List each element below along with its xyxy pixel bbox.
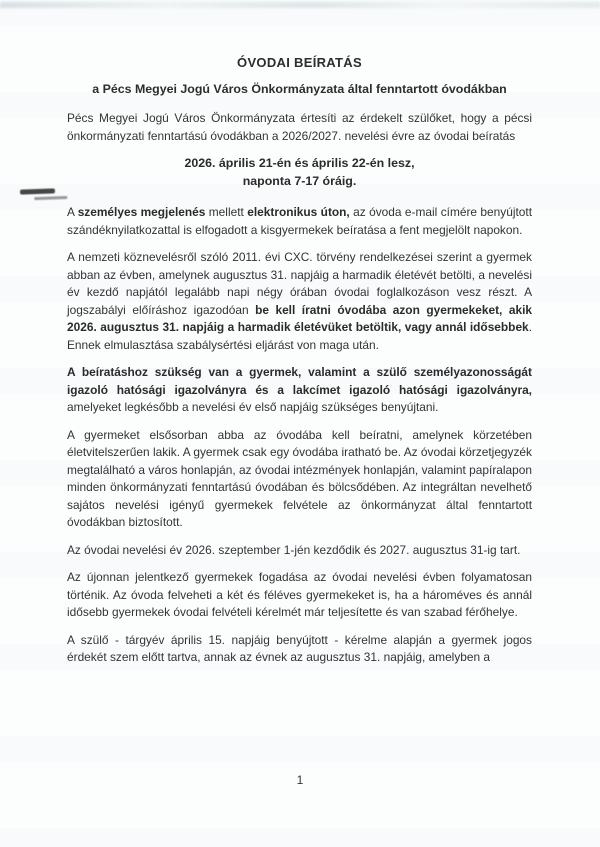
scan-artifact-top-band <box>0 2 600 8</box>
legal-obligation-paragraph: A nemzeti köznevelésről szóló 2011. évi CXC. törvény rendelkezései szerint a gyermek abban az évben, amelynek augusztus 31. napjáig a harmadik életévét betölti, a nevelési év kezdő napjától legalább napi négy órában óvodai foglalkozáson vesz részt. A jogszabályi előíráshoz igazodóan be kell íratni óvodába azon gyermekeket, akik 2026. augusztus 31. napjáig a harmadik életévüket betöltik, vagy annál idősebbek. Ennek elmulasztása szabálysértési eljárást von maga után. <box>67 250 532 352</box>
required-documents-paragraph: A beíratáshoz szükség van a gyermek, valamint a szülő személyazonosságát igazoló hatósági igazolványra és a lakcímet igazoló hatósági igazolványra, amelyeket legkésőbb a nevelési év első napjáig szükséges benyújtani. <box>67 365 532 414</box>
page-number: 1 <box>296 773 304 787</box>
enrollment-dates: 2026. április 21-én és április 22-én lesz, naponta 7-17 óráig. <box>184 156 415 188</box>
scan-artifact-ink-smudge <box>20 188 55 194</box>
intro-paragraph: Pécs Megyei Jogú Város Önkormányzata értesíti az érdekelt szülőket, hogy a pécsi önkormányzati fenntartású óvodákban a 2026/2027. nevelési évre az óvodai beíratás <box>67 111 532 143</box>
paragraph-list <box>67 110 532 667</box>
parent-request-paragraph: A szülő - tárgyév április 15. napjáig benyújtott - kérelme alapján a gyermek jogos érdekét szem előtt tartva, annak az évnek az augusztus 31. napjáig, amelyben a <box>67 632 532 664</box>
document-subtitle: a Pécs Megyei Jogú Város Önkormányzata által fenntartott óvodákban <box>92 82 507 96</box>
continuous-admission-paragraph: Az újonnan jelentkező gyermekek fogadása az óvodai nevelési évben folyamatosan történik. Az óvoda felveheti a két és féléves gyermekeket is, ha a hároméves és annál idősebb gyermekek óvodai felvételi kérelmét már teljesítette és van szabad férőhelye. <box>67 570 532 619</box>
document-body <box>67 55 532 677</box>
submission-methods-paragraph: A személyes megjelenés mellett elektronikus úton, az óvoda e-mail címére benyújtott szándéknyilatkozattal is elfogadott a kisgyermekek beíratása a fent megjelölt napokon. <box>67 205 533 237</box>
school-year-paragraph: Az óvodai nevelési év 2026. szeptember 1-jén kezdődik és 2027. augusztus 31-ig tart. <box>67 542 521 557</box>
district-enrollment-paragraph: A gyermeket elsősorban abba az óvodába kell beíratni, amelynek körzetében életvitelszerűen lakik. A gyermek csak egy óvodába iratható be. Az óvodai körzetjegyzék megtalálható a város honlapján, az óvodai intézmények honlapján, valamint papíralapon minden önkormányzati fenntartású óvodában és bölcsődében. Az integráltan nevelhető sajátos nevelési igényű gyermekek felvétele az önkormányzat által fenntartott óvodákban biztosított. <box>67 427 532 529</box>
document-title: ÓVODAI BEÍRATÁS <box>237 55 362 70</box>
